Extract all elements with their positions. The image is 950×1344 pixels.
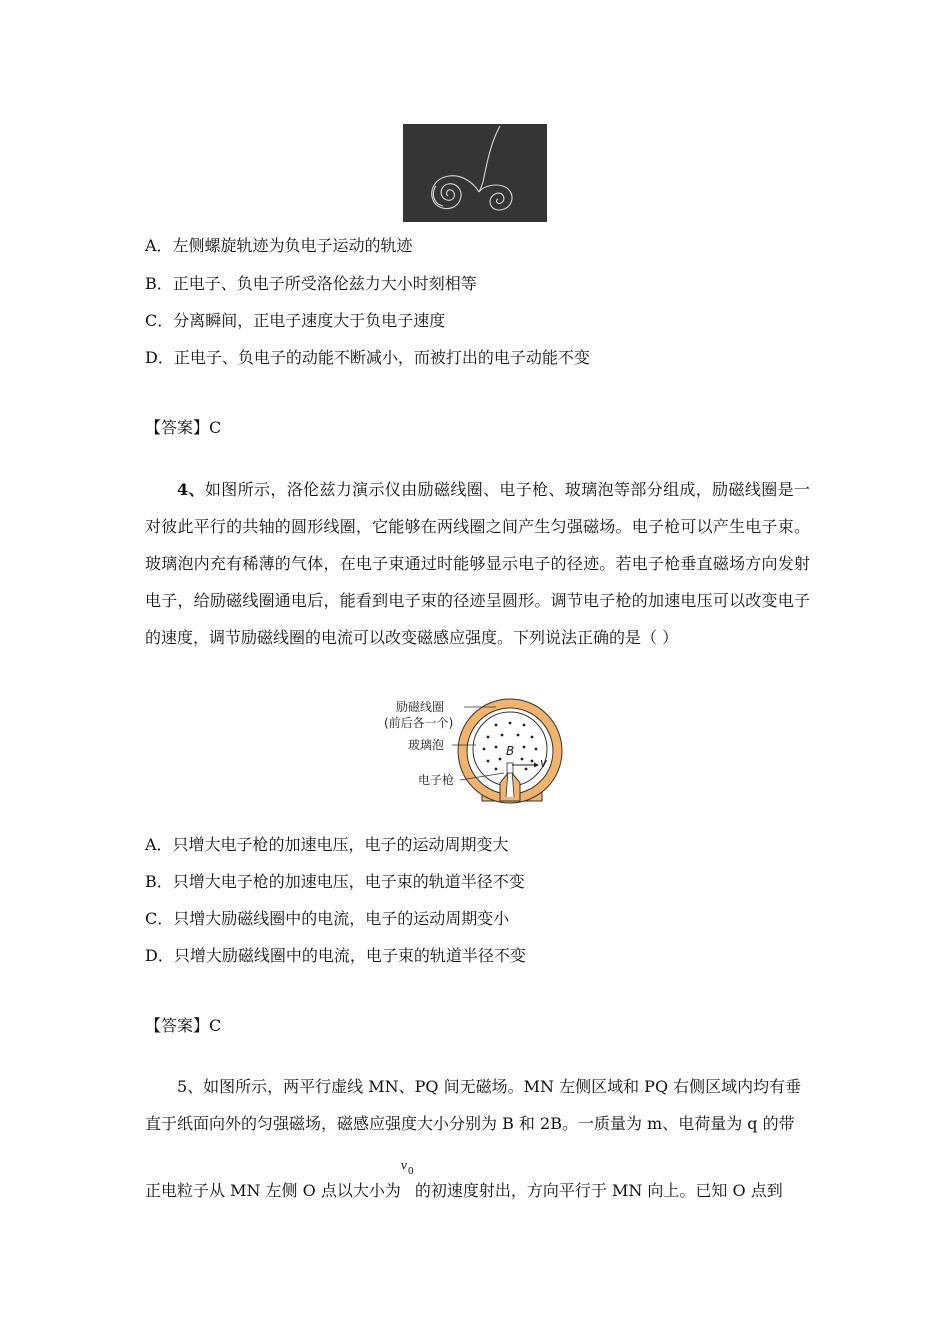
figure-bulb-label: 玻璃泡 <box>408 738 445 752</box>
v0-v: v <box>400 1159 408 1172</box>
lorentz-demonstrator-figure <box>378 697 578 819</box>
figure-b-label: B <box>506 744 515 758</box>
q4-option-b: B．只增大电子枪的加速电压，电子束的轨道半径不变 <box>145 872 525 891</box>
q4-number: 4、 <box>177 480 205 499</box>
figure-v-label: v <box>540 756 548 770</box>
q4-option-a: A．只增大电子枪的加速电压，电子的运动周期变大 <box>145 835 509 854</box>
q4-option-d: D．只增大励磁线圈中的电流，电子束的轨道半径不变 <box>145 946 526 965</box>
figure-gun-label: 电子枪 <box>418 773 455 787</box>
bubble-chamber-photo <box>403 124 547 222</box>
figure-coil-sublabel: (前后各一个) <box>384 716 454 730</box>
q4-stem <box>145 471 810 656</box>
q5-line-1: 5、如图所示，两平行虚线 MN、PQ 间无磁场。MN 左侧区域和 PQ 右侧区域内均有垂 <box>177 1077 802 1096</box>
v0-symbol <box>400 1159 415 1196</box>
q5-line-3-b: 的初速度射出，方向平行于 MN 向上。已知 O 点到 <box>414 1181 783 1200</box>
q5-line-2: 直于纸面向外的匀强磁场，磁感应强度大小分别为 B 和 2B。一质量为 m、电荷量为 q 的带 <box>145 1114 795 1133</box>
q4-answer: 【答案】C <box>145 1016 222 1035</box>
figure-coil-label: 励磁线圈 <box>396 700 445 714</box>
q3-option-d: D．正电子、负电子的动能不断减小，而被打出的电子动能不变 <box>145 348 590 367</box>
q4-option-c: C．只增大励磁线圈中的电流，电子的运动周期变小 <box>145 909 510 928</box>
q3-option-a: A．左侧螺旋轨迹为负电子运动的轨迹 <box>145 236 413 255</box>
q4-stem-text: 如图所示，洛伦兹力演示仪由励磁线圈、电子枪、玻璃泡等部分组成，励磁线圈是一对彼此平行的共轴的圆形线圈，它能够在两线圈之间产生匀强磁场。电子枪可以产生电子束。玻璃泡内充有稀薄的气体，在电子束通过时能够显示电子的径迹。若电子枪垂直磁场方向发射电子，给励磁线圈通电后，能看到电子束的径迹呈圆形。调节电子枪的加速电压可以改变电子的速度，调节励磁线圈的电流可以改变磁感应强度。下列说法正确的是（ ） <box>145 480 810 647</box>
q3-option-c: C．分离瞬间，正电子速度大于负电子速度 <box>145 311 446 330</box>
q3-option-b: B．正电子、负电子所受洛伦兹力大小时刻相等 <box>145 274 477 293</box>
q5-line-3-a: 正电粒子从 MN 左侧 O 点以大小为 <box>145 1181 401 1200</box>
q3-answer: 【答案】C <box>145 418 222 437</box>
v0-subscript: 0 <box>407 1167 414 1177</box>
q5-line-3 <box>145 1159 783 1201</box>
